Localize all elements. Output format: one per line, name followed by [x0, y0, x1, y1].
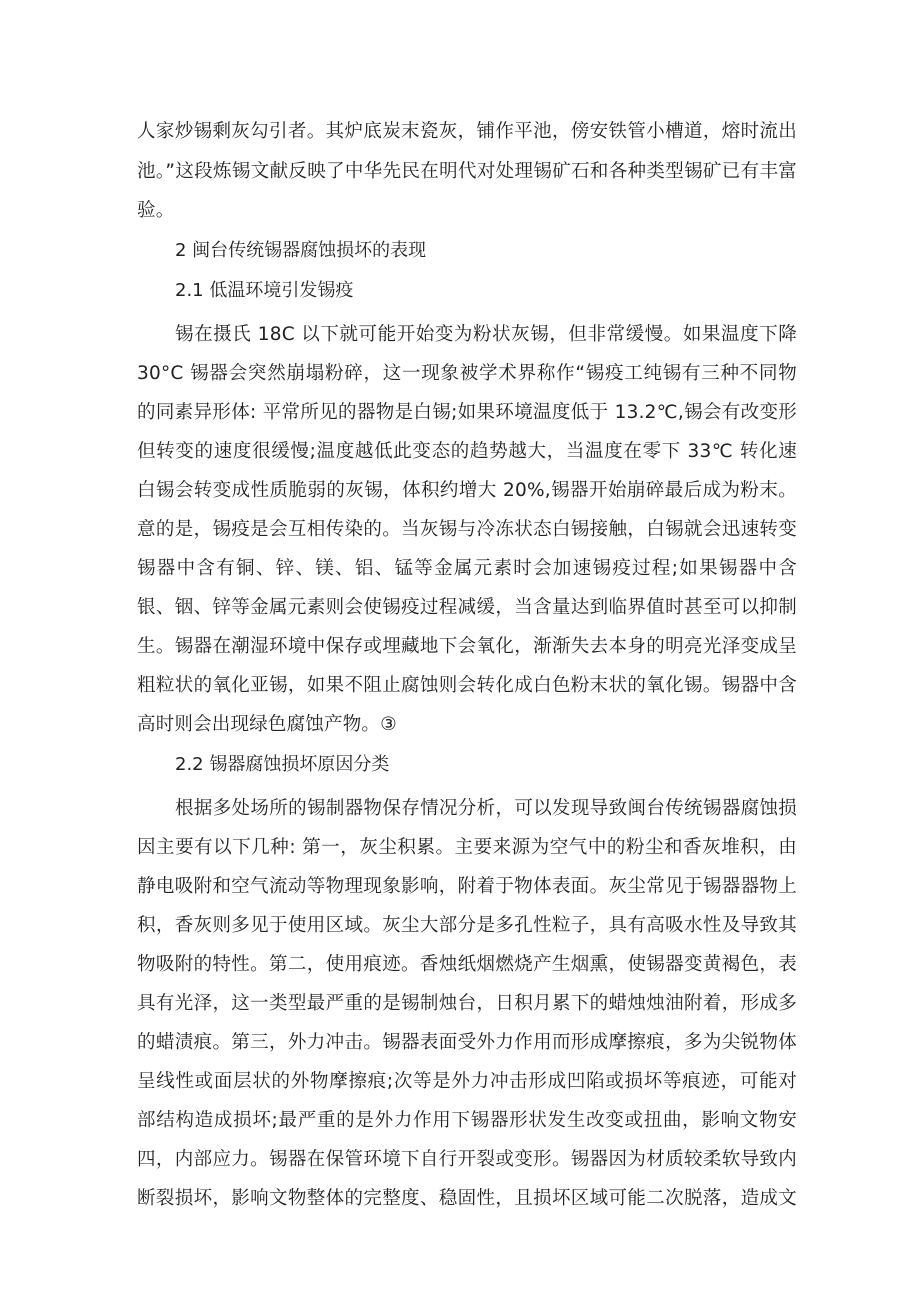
paragraph-line: 白锡会转变成性质脆弱的灰锡，体积约增大 20%,锡器开始崩碎最后成为粉末。: [137, 480, 797, 501]
paragraph-line: 验。: [137, 200, 175, 221]
paragraph-line: 池。”这段炼锡文献反映了中华先民在明代对处理锡矿石和各种类型锡矿已有丰富: [137, 161, 797, 182]
paragraph-line: 物吸附的特性。第二，使用痕迹。香烛纸烟燃烧产生烟熏，使锡器变黄褐色，表: [137, 954, 797, 975]
paragraph-line: 呈线性或面层状的外物摩擦痕;次等是外力冲击形成凹陷或损坏等痕迹，可能对: [137, 1071, 797, 1092]
paragraph-line: 根据多处场所的锡制器物保存情况分析，可以发现导致闽台传统锡器腐蚀损: [175, 798, 797, 819]
paragraph-line: 静电吸附和空气流动等物理现象影响，附着于物体表面。灰尘常见于锡器器物上: [137, 876, 797, 897]
paragraph-line: 生。锡器在潮湿环境中保存或埋藏地下会氧化，渐渐失去本身的明亮光泽变成呈: [137, 636, 797, 657]
paragraph-line: 锡在摄氏 18C 以下就可能开始变为粉状灰锡，但非常缓慢。如果温度下降: [175, 324, 797, 345]
paragraph-line: 意的是，锡疫是会互相传染的。当灰锡与冷冻状态白锡接触，白锡就会迅速转变: [137, 519, 797, 540]
paragraph-line: 四，内部应力。锡器在保管环境下自行开裂或变形。锡器因为材质较柔软导致内: [137, 1149, 797, 1170]
paragraph-line: 但转变的速度很缓慢;温度越低此变态的趋势越大，当温度在零下 33℃ 转化速: [137, 441, 797, 462]
paragraph-line: 具有光泽，这一类型最严重的是锡制烛台，日积月累下的蜡烛烛油附着，形成多: [137, 993, 797, 1014]
subsection-heading: 2.1 低温环境引发锡疫: [175, 280, 354, 301]
paragraph-line: 粗粒状的氧化亚锡，如果不阻止腐蚀则会转化成白色粉末状的氧化锡。锡器中含: [137, 675, 797, 696]
paragraph-line: 锡器中含有铜、锌、镁、铝、锰等金属元素时会加速锡疫过程;如果锡器中含: [137, 558, 797, 579]
paragraph-line: 高时则会出现绿色腐蚀产物。③: [137, 714, 397, 735]
paragraph-line: 的蜡渍痕。第三，外力冲击。锡器表面受外力作用而形成摩擦痕，多为尖锐物体: [137, 1032, 797, 1053]
paragraph-line: 部结构造成损坏;最严重的是外力作用下锡器形状发生改变或扭曲，影响文物安: [137, 1110, 797, 1131]
paragraph-line: 积，香灰则多见于使用区域。灰尘大部分是多孔性粒子，具有高吸水性及导致其: [137, 915, 797, 936]
section-heading: 2 闽台传统锡器腐蚀损坏的表现: [175, 240, 427, 261]
paragraph-line: 30°C 锡器会突然崩塌粉碎，这一现象被学术界称作“锡疫工纯锡有三种不同物: [137, 363, 797, 384]
paragraph-line: 银、铟、锌等金属元素则会使锡疫过程减缓，当含量达到临界值时甚至可以抑制: [137, 597, 797, 618]
paragraph-line: 因主要有以下几种: 第一，灰尘积累。主要来源为空气中的粉尘和香灰堆积，由: [137, 837, 797, 858]
paragraph-line: 人家炒锡剩灰勾引者。其炉底炭末瓷灰，铺作平池，傍安铁管小槽道，熔时流出: [137, 121, 797, 142]
subsection-heading: 2.2 锡器腐蚀损坏原因分类: [175, 754, 390, 775]
paragraph-line: 断裂损坏，影响文物整体的完整度、稳固性，且损坏区域可能二次脱落，造成文: [137, 1188, 797, 1209]
paragraph-line: 的同素异形体: 平常所见的器物是白锡;如果环境温度低于 13.2℃,锡会有改变形: [137, 402, 797, 423]
